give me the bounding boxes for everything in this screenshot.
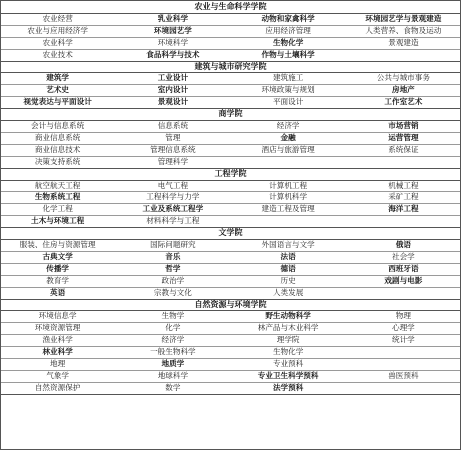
major-cell: 房地产 — [391, 85, 415, 95]
major-cell: 工程科学与力学 — [146, 192, 200, 202]
major-cell: 专业预科 — [272, 359, 304, 368]
major-cell: 景观建造 — [388, 37, 419, 47]
major-cell: 航空航天工程 — [34, 180, 81, 190]
major-cell: 统计学 — [391, 335, 415, 345]
major-cell: 环境信息学 — [38, 311, 77, 321]
major-cell: 服装、住房与资源管理 — [19, 240, 96, 249]
major-cell: 运营管理 — [388, 132, 419, 142]
major-cell: 环境资源管理 — [34, 323, 81, 333]
major-cell: 农业技术 — [42, 49, 73, 59]
major-cell: 建造工程及管理 — [261, 204, 315, 214]
major-cell: 机械工程 — [388, 180, 419, 190]
major-cell: 英语 — [50, 287, 66, 297]
major-cell: 信息系统 — [157, 121, 189, 130]
major-cell: 渔业科学 — [42, 335, 73, 345]
major-cell: 采矿工程 — [388, 192, 419, 202]
section-title: 文学院 — [218, 228, 243, 238]
major-cell: 计算机工程 — [269, 180, 308, 190]
major-cell: 经济学 — [276, 121, 300, 130]
major-cell: 自然资源保护 — [34, 382, 81, 392]
major-cell: 商业信息技术 — [34, 144, 81, 154]
major-cell: 戏剧与电影 — [384, 275, 423, 285]
section-title: 自然资源与环境学院 — [194, 299, 267, 309]
major-cell: 法语 — [280, 251, 296, 261]
major-cell: 经济学 — [161, 335, 185, 345]
major-cell: 室内设计 — [157, 85, 189, 95]
major-cell: 管理信息系统 — [150, 144, 196, 154]
major-cell: 视觉表达与平面设计 — [23, 97, 92, 107]
major-cell: 化学 — [165, 323, 181, 333]
major-cell: 气象学 — [46, 370, 70, 380]
major-cell: 食品科学与技术 — [146, 49, 200, 59]
major-cell: 人类营养、食物及运动 — [365, 25, 442, 35]
major-cell: 西班牙语 — [388, 263, 419, 273]
major-cell: 电气工程 — [157, 180, 189, 190]
major-cell: 材料科学与工程 — [146, 216, 200, 226]
major-cell: 物理 — [395, 311, 411, 321]
section-title: 商学院 — [218, 109, 243, 119]
major-cell: 工作室艺术 — [384, 97, 423, 107]
major-cell: 社会学 — [391, 251, 415, 261]
major-cell: 商业信息系统 — [34, 132, 81, 142]
major-cell: 平面设计 — [272, 97, 304, 107]
major-cell: 历史 — [280, 275, 296, 285]
major-cell: 农业科学 — [42, 37, 73, 47]
major-cell: 决策支持系统 — [34, 156, 81, 166]
section-title: 建筑与城市研究学院 — [194, 61, 267, 71]
major-cell: 建筑施工 — [272, 73, 304, 83]
major-cell: 心理学 — [391, 323, 415, 333]
major-cell: 生物化学 — [272, 347, 304, 357]
section-title: 工程学院 — [214, 168, 247, 178]
major-cell: 音乐 — [165, 251, 181, 261]
major-cell: 地理 — [50, 359, 66, 368]
major-cell: 农业与应用经济学 — [27, 25, 88, 35]
major-cell: 系统保证 — [388, 144, 419, 154]
major-cell: 工业设计 — [157, 73, 189, 83]
major-cell: 环境园艺学 — [153, 25, 192, 35]
major-cell: 土木与环境工程 — [31, 216, 85, 226]
major-cell: 生物化学 — [272, 37, 304, 47]
major-cell: 海洋工程 — [388, 204, 419, 214]
major-cell: 林产品与木业科学 — [257, 323, 319, 333]
major-cell: 酒店与旅游管理 — [261, 144, 315, 154]
major-cell: 野生动物科学 — [265, 311, 311, 321]
major-cell: 景观设计 — [157, 97, 189, 107]
major-cell: 一般生物科学 — [150, 347, 196, 357]
major-cell: 建筑学 — [46, 73, 70, 83]
major-cell: 会计与信息系统 — [31, 121, 85, 130]
major-cell: 计算机科学 — [269, 192, 308, 202]
major-cell: 古典文学 — [42, 251, 73, 261]
major-cell: 工业及系统工程学 — [142, 204, 204, 214]
major-cell: 生物系统工程 — [34, 192, 81, 202]
major-cell: 农业经营 — [42, 13, 73, 23]
major-cell: 德语 — [280, 263, 296, 273]
major-cell: 市场营销 — [388, 121, 419, 130]
major-cell: 国际问题研究 — [150, 240, 196, 249]
major-cell: 俄语 — [395, 240, 411, 249]
major-cell: 作物与土壤科学 — [261, 49, 315, 59]
major-cell: 公共与城市事务 — [376, 73, 430, 83]
major-cell: 专业卫生科学预科 — [257, 370, 319, 380]
major-cell: 艺术史 — [46, 85, 70, 95]
major-cell: 环境园艺学与景观建造 — [365, 13, 442, 23]
major-cell: 兽医预科 — [388, 370, 419, 380]
major-cell: 化学工程 — [42, 204, 73, 214]
major-cell: 教育学 — [46, 275, 70, 285]
major-cell: 传播学 — [46, 263, 70, 273]
major-cell: 环境政策与规划 — [261, 85, 315, 95]
major-cell: 政治学 — [161, 275, 185, 285]
major-cell: 生物学 — [161, 311, 185, 321]
major-cell: 管理 — [165, 132, 181, 142]
major-cell: 应用经济管理 — [265, 25, 311, 35]
major-cell: 环境科学 — [157, 37, 189, 47]
major-cell: 法学预科 — [272, 382, 304, 392]
major-cell: 数学 — [165, 382, 181, 392]
major-cell: 乳业科学 — [157, 13, 189, 23]
major-cell: 金融 — [280, 132, 296, 142]
major-cell: 理学院 — [276, 335, 300, 345]
major-cell: 哲学 — [165, 263, 181, 273]
major-cell: 地球科学 — [157, 370, 189, 380]
major-cell: 人类发展 — [272, 287, 304, 297]
major-cell: 管理科学 — [157, 156, 189, 166]
major-cell: 地质学 — [161, 359, 185, 368]
major-cell: 林业科学 — [42, 347, 73, 357]
major-cell: 动物和家禽科学 — [261, 13, 315, 23]
major-cell: 外国语言与文学 — [261, 240, 315, 249]
major-cell: 宗教与文化 — [153, 287, 192, 297]
section-title: 农业与生命科学学院 — [194, 2, 267, 11]
